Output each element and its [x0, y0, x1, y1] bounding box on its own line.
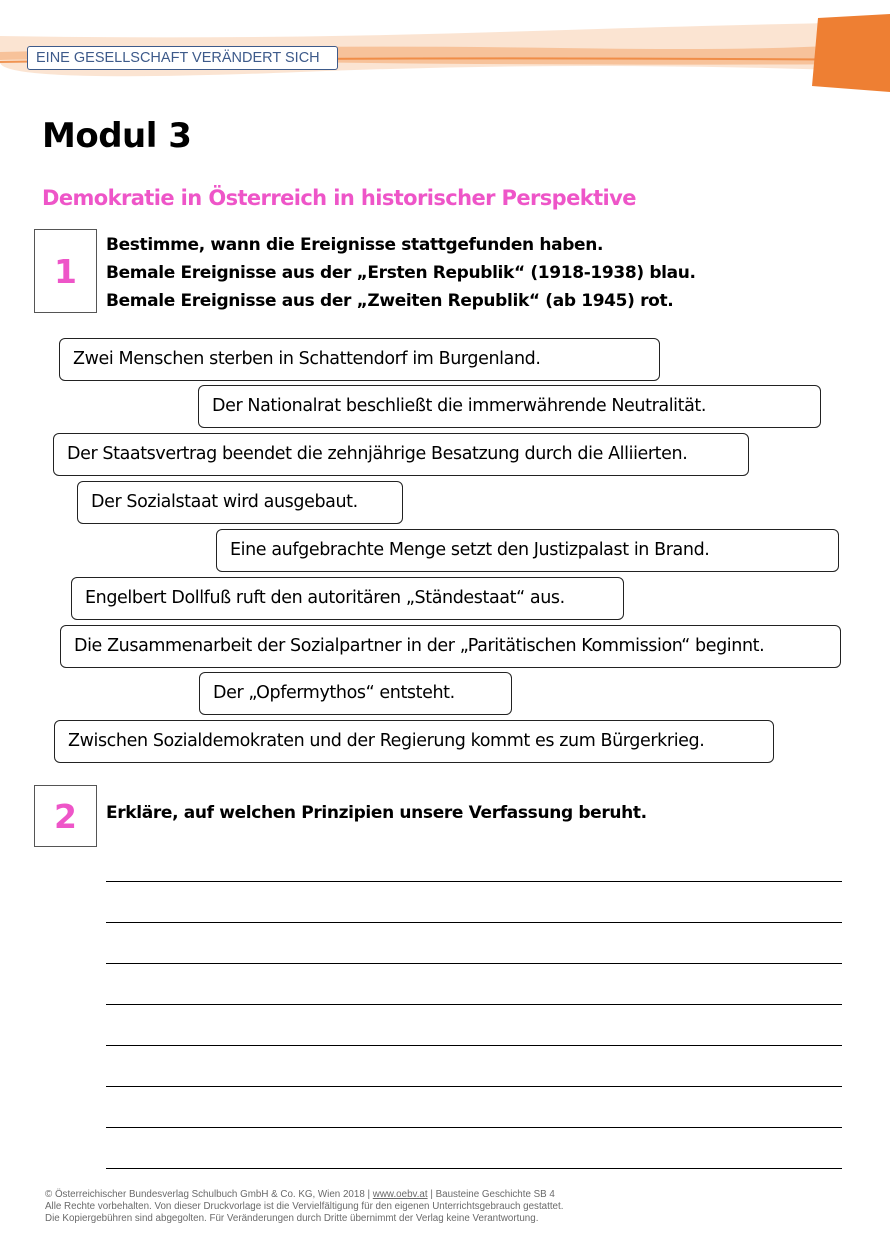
- event-card-buergerkrieg[interactable]: Zwischen Sozialdemokraten und der Regierung kommt es zum Bürgerkrieg.: [54, 720, 774, 763]
- event-card-staatsvertrag[interactable]: Der Staatsvertrag beendet die zehnjährige Besatzung durch die Alliierten.: [53, 433, 749, 476]
- task-1-number-box: 1: [34, 229, 97, 313]
- page-title: Modul 3: [42, 116, 192, 156]
- footer-line-2: Alle Rechte vorbehalten. Von dieser Druckvorlage ist die Vervielfältigung für den eigenen Unterrichtsgebrauch gestattet.: [45, 1201, 564, 1212]
- task-1-instruction-line: Bemale Ereignisse aus der „Ersten Republik“ (1918-1938) blau.: [106, 263, 696, 283]
- event-card-justizpalast[interactable]: Eine aufgebrachte Menge setzt den Justizpalast in Brand.: [216, 529, 839, 572]
- event-card-neutralitaet[interactable]: Der Nationalrat beschließt die immerwährende Neutralität.: [198, 385, 821, 428]
- page-subtitle: Demokratie in Österreich in historischer Perspektive: [42, 186, 636, 210]
- answer-line[interactable]: [106, 881, 842, 882]
- footer-line-3: Die Kopiergebühren sind abgegolten. Für Veränderungen durch Dritte übernimmt der Verlag keine Verantwortung.: [45, 1213, 539, 1224]
- event-card-schattendorf[interactable]: Zwei Menschen sterben in Schattendorf im Burgenland.: [59, 338, 660, 381]
- task-1-instructions: [106, 231, 696, 315]
- header-orange-block: [812, 14, 890, 92]
- footer-line-1: [45, 1189, 563, 1201]
- task-2-question: Erkläre, auf welchen Prinzipien unsere Verfassung beruht.: [106, 803, 647, 823]
- task-1-instruction-line: Bestimme, wann die Ereignisse stattgefunden haben.: [106, 235, 604, 255]
- series-label: EINE GESELLSCHAFT VERÄNDERT SICH: [27, 46, 338, 70]
- task-2-number-box: 2: [34, 785, 97, 847]
- footer-book-title: | Bausteine Geschichte SB 4: [427, 1189, 555, 1200]
- answer-line[interactable]: [106, 963, 842, 964]
- event-card-sozialpartner[interactable]: Die Zusammenarbeit der Sozialpartner in der „Paritätischen Kommission“ beginnt.: [60, 625, 841, 668]
- answer-line[interactable]: [106, 1127, 842, 1128]
- answer-line[interactable]: [106, 922, 842, 923]
- task-1-instruction-line: Bemale Ereignisse aus der „Zweiten Republik“ (ab 1945) rot.: [106, 291, 674, 311]
- footer-link[interactable]: www.oebv.at: [372, 1189, 428, 1200]
- answer-line[interactable]: [106, 1086, 842, 1087]
- footer: [45, 1189, 563, 1225]
- footer-copyright: © Österreichischer Bundesverlag Schulbuch GmbH & Co. KG, Wien 2018 |: [45, 1189, 373, 1200]
- event-card-opfermythos[interactable]: Der „Opfermythos“ entsteht.: [199, 672, 512, 715]
- answer-line[interactable]: [106, 1045, 842, 1046]
- event-card-staendestaat[interactable]: Engelbert Dollfuß ruft den autoritären „Ständestaat“ aus.: [71, 577, 624, 620]
- answer-line[interactable]: [106, 1004, 842, 1005]
- event-card-sozialstaat[interactable]: Der Sozialstaat wird ausgebaut.: [77, 481, 403, 524]
- answer-line[interactable]: [106, 1168, 842, 1169]
